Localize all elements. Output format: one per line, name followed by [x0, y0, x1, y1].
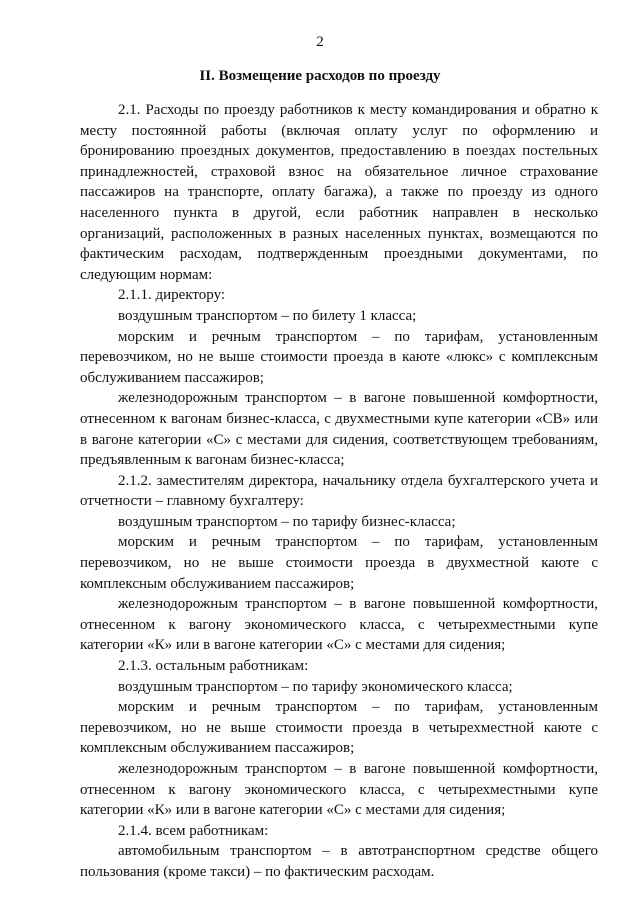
paragraph-deputy-rail: железнодорожным транспортом – в вагоне повышенной комфортности, отнесенном к вагону экономического класса, с четырехместными купе категории «К» или в вагоне категории «С» с местами для сидения;	[80, 596, 598, 654]
paragraph-deputy-air: воздушным транспортом – по тарифу бизнес-класса;	[118, 513, 456, 530]
paragraph-2-1-3: 2.1.3. остальным работникам:	[118, 658, 309, 675]
paragraph-all-auto: автомобильным транспортом – в автотранспортном средстве общего пользования (кроме такси) – по фактическим расходам.	[80, 843, 598, 880]
paragraph-director-rail: железнодорожным транспортом – в вагоне повышенной комфортности, отнесенном к вагонам бизнес-класса, с двухместными купе категории «СВ» или в вагоне категории «С» с местами для сидения, соответствующем требованиям, предъявленным к вагонам бизнес-класса;	[80, 390, 598, 469]
paragraph-director-sea: морским и речным транспортом – по тарифам, установленным перевозчиком, но не выше стоимости проезда в каюте «люкс» с комплексным обслуживанием пассажиров;	[80, 328, 598, 386]
document-body	[80, 100, 598, 883]
paragraph-others-sea: морским и речным транспортом – по тарифам, установленным перевозчиком, но не выше стоимости проезда в четырехместной каюте с комплексным обслуживанием пассажиров;	[80, 699, 598, 757]
paragraph-deputy-sea: морским и речным транспортом – по тарифам, установленным перевозчиком, но не выше стоимости проезда в двухместной каюте с комплексным обслуживанием пассажиров;	[80, 534, 598, 592]
paragraph-others-rail: железнодорожным транспортом – в вагоне повышенной комфортности, отнесенном к вагону экономического класса, с четырехместными купе категории «К» или в вагоне категории «С» с местами для сидения;	[80, 761, 598, 819]
section-title: II. Возмещение расходов по проезду	[199, 68, 441, 84]
page-number: 2	[316, 34, 324, 50]
paragraph-2-1-2: 2.1.2. заместителям директора, начальнику отдела бухгалтерского учета и отчетности – главному бухгалтеру:	[80, 472, 598, 510]
paragraph-director-air: воздушным транспортом – по билету 1 класса;	[118, 307, 417, 324]
paragraph-2-1-4: 2.1.4. всем работникам:	[118, 822, 269, 839]
paragraph-others-air: воздушным транспортом – по тарифу экономического класса;	[118, 678, 513, 695]
paragraph-2-1-1: 2.1.1. директору:	[118, 287, 226, 304]
paragraph-2-1: 2.1. Расходы по проезду работников к месту командирования и обратно к месту постоянной работы (включая оплату услуг по оформлению и бронированию проездных документов, предоставлению в поездах постельных принадлежностей, страховой взнос на обязательное личное страхование пассажиров на транспорте, оплату багажа), а также по проезду из одного населенного пункта в другой, если работник направлен в несколько организаций, расположенных в разных населенных пунктах, возмещаются по фактическим расходам, подтвержденным проездными документами, по следующим нормам:	[80, 102, 598, 283]
